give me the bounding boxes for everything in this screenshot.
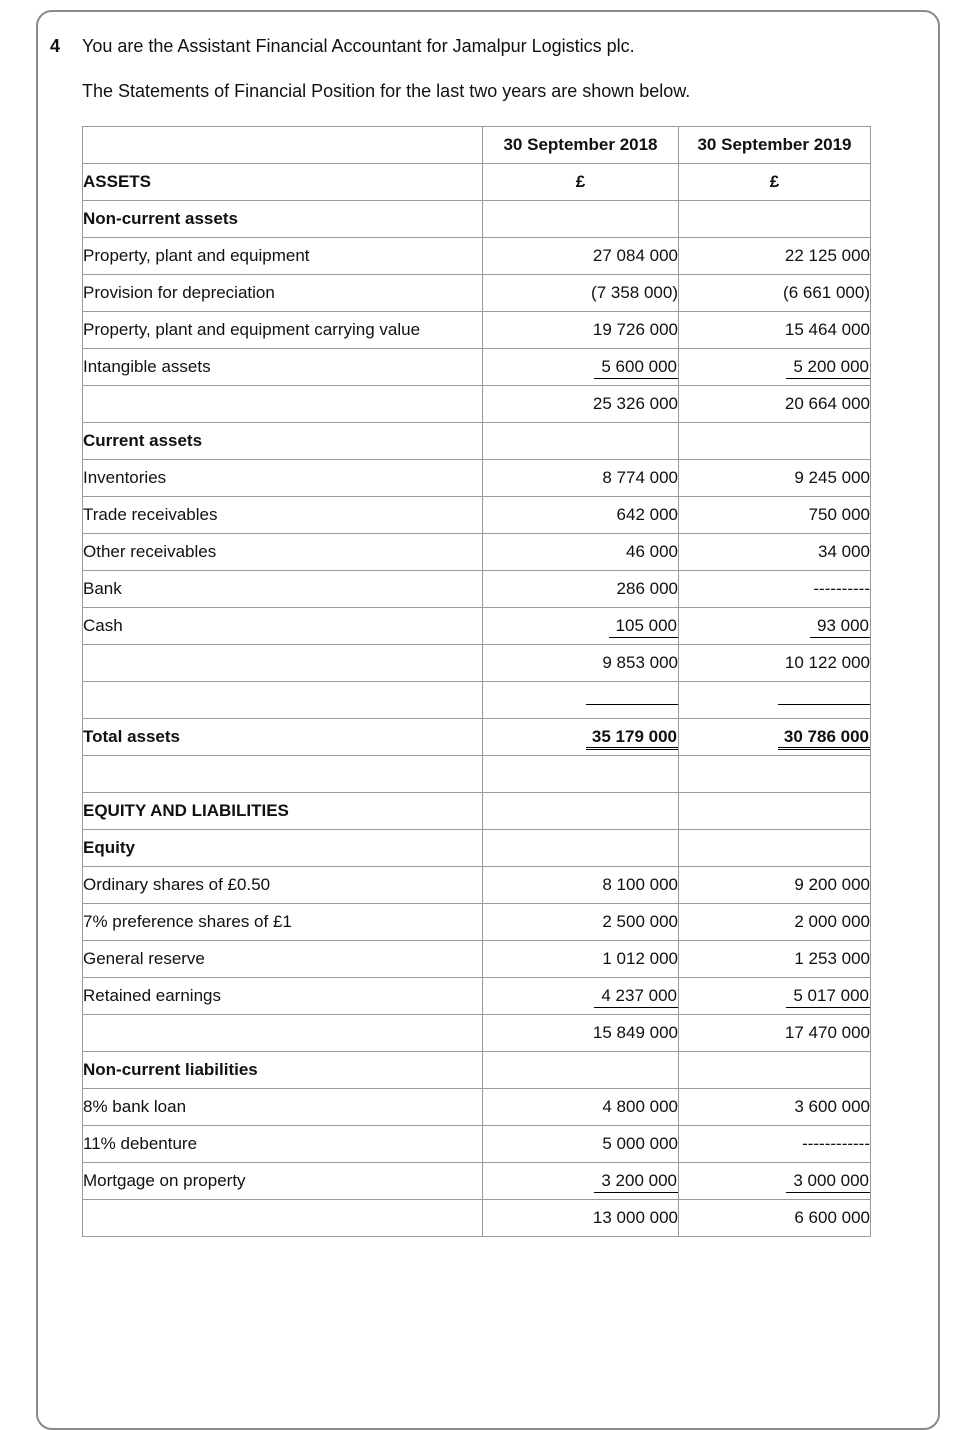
value-cell-2019 (679, 534, 871, 571)
value-cell-2019 (679, 1200, 871, 1237)
sum-rule-line (778, 690, 870, 705)
value-text: ------------ (802, 1134, 870, 1154)
row-label: 7% preference shares of £1 (83, 904, 483, 941)
value-cell-2018 (483, 201, 679, 238)
table-row (83, 386, 871, 423)
value-text: 2 500 000 (602, 912, 678, 932)
value-cell-2018 (483, 1126, 679, 1163)
row-label: 8% bank loan (83, 1089, 483, 1126)
value-text: 2 000 000 (794, 912, 870, 932)
value-cell-2018 (483, 238, 679, 275)
row-label: General reserve (83, 941, 483, 978)
table-row (83, 164, 871, 201)
value-cell-2019 (679, 1126, 871, 1163)
value-cell-2018 (483, 275, 679, 312)
row-label (83, 682, 483, 719)
value-cell-2019 (679, 1052, 871, 1089)
row-label: Ordinary shares of £0.50 (83, 867, 483, 904)
row-label (83, 756, 483, 793)
value-text: 27 084 000 (592, 246, 678, 266)
table-row (83, 534, 871, 571)
value-text: 20 664 000 (784, 394, 870, 414)
table-row (83, 608, 871, 645)
value-text: 4 237 000 (594, 986, 678, 1008)
value-text: 13 000 000 (592, 1208, 678, 1228)
value-cell-2018 (483, 867, 679, 904)
table-row (83, 1126, 871, 1163)
value-text: 3 000 000 (786, 1171, 870, 1193)
value-cell-2018 (483, 978, 679, 1015)
value-cell-2018 (483, 497, 679, 534)
value-cell-2018 (483, 793, 679, 830)
value-cell-2019 (679, 312, 871, 349)
value-cell-2018 (483, 1163, 679, 1200)
empty-header-cell (83, 127, 483, 164)
row-label: Non-current liabilities (83, 1052, 483, 1089)
row-label: Bank (83, 571, 483, 608)
value-cell-2018 (483, 386, 679, 423)
column-header-2018: 30 September 2018 (483, 127, 679, 164)
value-text: 5 000 000 (602, 1134, 678, 1154)
value-text: 5 600 000 (594, 357, 678, 379)
value-text: 105 000 (609, 616, 678, 638)
value-cell-2018 (483, 423, 679, 460)
row-label: Other receivables (83, 534, 483, 571)
row-label: Equity (83, 830, 483, 867)
value-text: 642 000 (616, 505, 678, 525)
value-text: 93 000 (810, 616, 870, 638)
value-cell-2019 (679, 238, 871, 275)
value-cell-2018 (483, 349, 679, 386)
sum-rule-line (586, 690, 678, 705)
value-text: 1 012 000 (602, 949, 678, 969)
value-text: 286 000 (616, 579, 678, 599)
value-cell-2018 (483, 904, 679, 941)
value-text: 3 600 000 (794, 1097, 870, 1117)
value-cell-2019 (679, 645, 871, 682)
value-cell-2019 (679, 608, 871, 645)
table-row (83, 978, 871, 1015)
value-text: 6 600 000 (794, 1208, 870, 1228)
question-header (38, 12, 938, 125)
row-label: Intangible assets (83, 349, 483, 386)
value-cell-2019 (679, 941, 871, 978)
row-label: Inventories (83, 460, 483, 497)
value-cell-2018 (483, 719, 679, 756)
value-cell-2018 (483, 1089, 679, 1126)
value-cell-2018 (483, 941, 679, 978)
value-cell-2018 (483, 756, 679, 793)
row-label: Provision for depreciation (83, 275, 483, 312)
value-cell-2018 (483, 534, 679, 571)
intro-line-1: You are the Assistant Financial Accountant for Jamalpur Logistics plc. (82, 36, 635, 56)
value-cell-2019 (679, 793, 871, 830)
value-cell-2019 (679, 682, 871, 719)
table-row (83, 460, 871, 497)
table-row (83, 201, 871, 238)
value-text: 35 179 000 (586, 727, 678, 750)
value-cell-2019 (679, 830, 871, 867)
value-cell-2019 (679, 719, 871, 756)
intro-line-2: The Statements of Financial Position for the last two years are shown below. (82, 80, 691, 101)
column-header-2019: 30 September 2019 (679, 127, 871, 164)
table-row (83, 682, 871, 719)
value-cell-2018 (483, 571, 679, 608)
table-row (83, 793, 871, 830)
value-text: 750 000 (808, 505, 870, 525)
value-cell-2019 (679, 1015, 871, 1052)
table-row (83, 1200, 871, 1237)
value-text: 30 786 000 (778, 727, 870, 750)
value-text: 9 245 000 (794, 468, 870, 488)
value-cell-2019 (679, 460, 871, 497)
value-cell-2019 (679, 349, 871, 386)
value-cell-2018 (483, 1052, 679, 1089)
value-text: 8 100 000 (602, 875, 678, 895)
table-row (83, 1163, 871, 1200)
row-label (83, 386, 483, 423)
value-text: 5 200 000 (786, 357, 870, 379)
row-label: Retained earnings (83, 978, 483, 1015)
date-header-row (83, 127, 871, 164)
value-cell-2019 (679, 756, 871, 793)
table-row (83, 719, 871, 756)
value-text: 17 470 000 (784, 1023, 870, 1043)
value-text: 4 800 000 (602, 1097, 678, 1117)
row-label: Property, plant and equipment (83, 238, 483, 275)
question-intro (82, 36, 690, 125)
row-label: Trade receivables (83, 497, 483, 534)
value-text: 8 774 000 (602, 468, 678, 488)
row-label: Property, plant and equipment carrying value (83, 312, 483, 349)
value-text: 15 464 000 (784, 320, 870, 340)
value-cell-2019 (679, 571, 871, 608)
value-cell-2018 (483, 830, 679, 867)
value-text: 9 200 000 (794, 875, 870, 895)
value-text: 19 726 000 (592, 320, 678, 340)
value-cell-2019 (679, 1089, 871, 1126)
table-row (83, 275, 871, 312)
row-label: 11% debenture (83, 1126, 483, 1163)
value-cell-2019 (679, 275, 871, 312)
row-label: Mortgage on property (83, 1163, 483, 1200)
value-cell-2019 (679, 386, 871, 423)
value-text: 9 853 000 (602, 653, 678, 673)
table-row (83, 1089, 871, 1126)
table-row (83, 1015, 871, 1052)
table-row (83, 312, 871, 349)
table-row (83, 867, 871, 904)
value-text: 22 125 000 (784, 246, 870, 266)
table-row (83, 238, 871, 275)
value-text: 10 122 000 (784, 653, 870, 673)
table-row (83, 1052, 871, 1089)
row-label: Current assets (83, 423, 483, 460)
value-text: 25 326 000 (592, 394, 678, 414)
row-label: ASSETS (83, 164, 483, 201)
question-number: 4 (50, 36, 61, 56)
value-text: 46 000 (626, 542, 678, 562)
value-text: (7 358 000) (591, 283, 678, 303)
row-label (83, 1200, 483, 1237)
value-cell-2018 (483, 1200, 679, 1237)
value-text: ---------- (813, 579, 870, 599)
row-label: EQUITY AND LIABILITIES (83, 793, 483, 830)
value-text: 3 200 000 (594, 1171, 678, 1193)
table-row (83, 830, 871, 867)
value-cell-2019 (679, 201, 871, 238)
row-label: Cash (83, 608, 483, 645)
value-cell-2019 (679, 904, 871, 941)
value-cell-2018 (483, 645, 679, 682)
value-cell-2018 (483, 1015, 679, 1052)
table-row (83, 645, 871, 682)
row-label (83, 645, 483, 682)
value-cell-2019 (679, 1163, 871, 1200)
row-label (83, 1015, 483, 1052)
table-row (83, 571, 871, 608)
financial-position-table (82, 126, 871, 1237)
value-cell-2019 (679, 497, 871, 534)
table-row (83, 349, 871, 386)
value-cell-2018 (483, 682, 679, 719)
value-text: 1 253 000 (794, 949, 870, 969)
table-row (83, 497, 871, 534)
value-cell-2019 (679, 978, 871, 1015)
table-row (83, 941, 871, 978)
value-cell-2018 (483, 312, 679, 349)
value-text: 15 849 000 (592, 1023, 678, 1043)
value-cell-2018 (483, 460, 679, 497)
value-text: 5 017 000 (786, 986, 870, 1008)
exam-page (36, 10, 940, 1430)
value-cell-2018 (483, 608, 679, 645)
value-cell-2019: £ (679, 164, 871, 201)
row-label: Non-current assets (83, 201, 483, 238)
table-row (83, 423, 871, 460)
table-row (83, 904, 871, 941)
value-cell-2019 (679, 423, 871, 460)
value-text: (6 661 000) (783, 283, 870, 303)
value-cell-2019 (679, 867, 871, 904)
table-row (83, 756, 871, 793)
value-cell-2018: £ (483, 164, 679, 201)
row-label: Total assets (83, 719, 483, 756)
value-text: 34 000 (818, 542, 870, 562)
